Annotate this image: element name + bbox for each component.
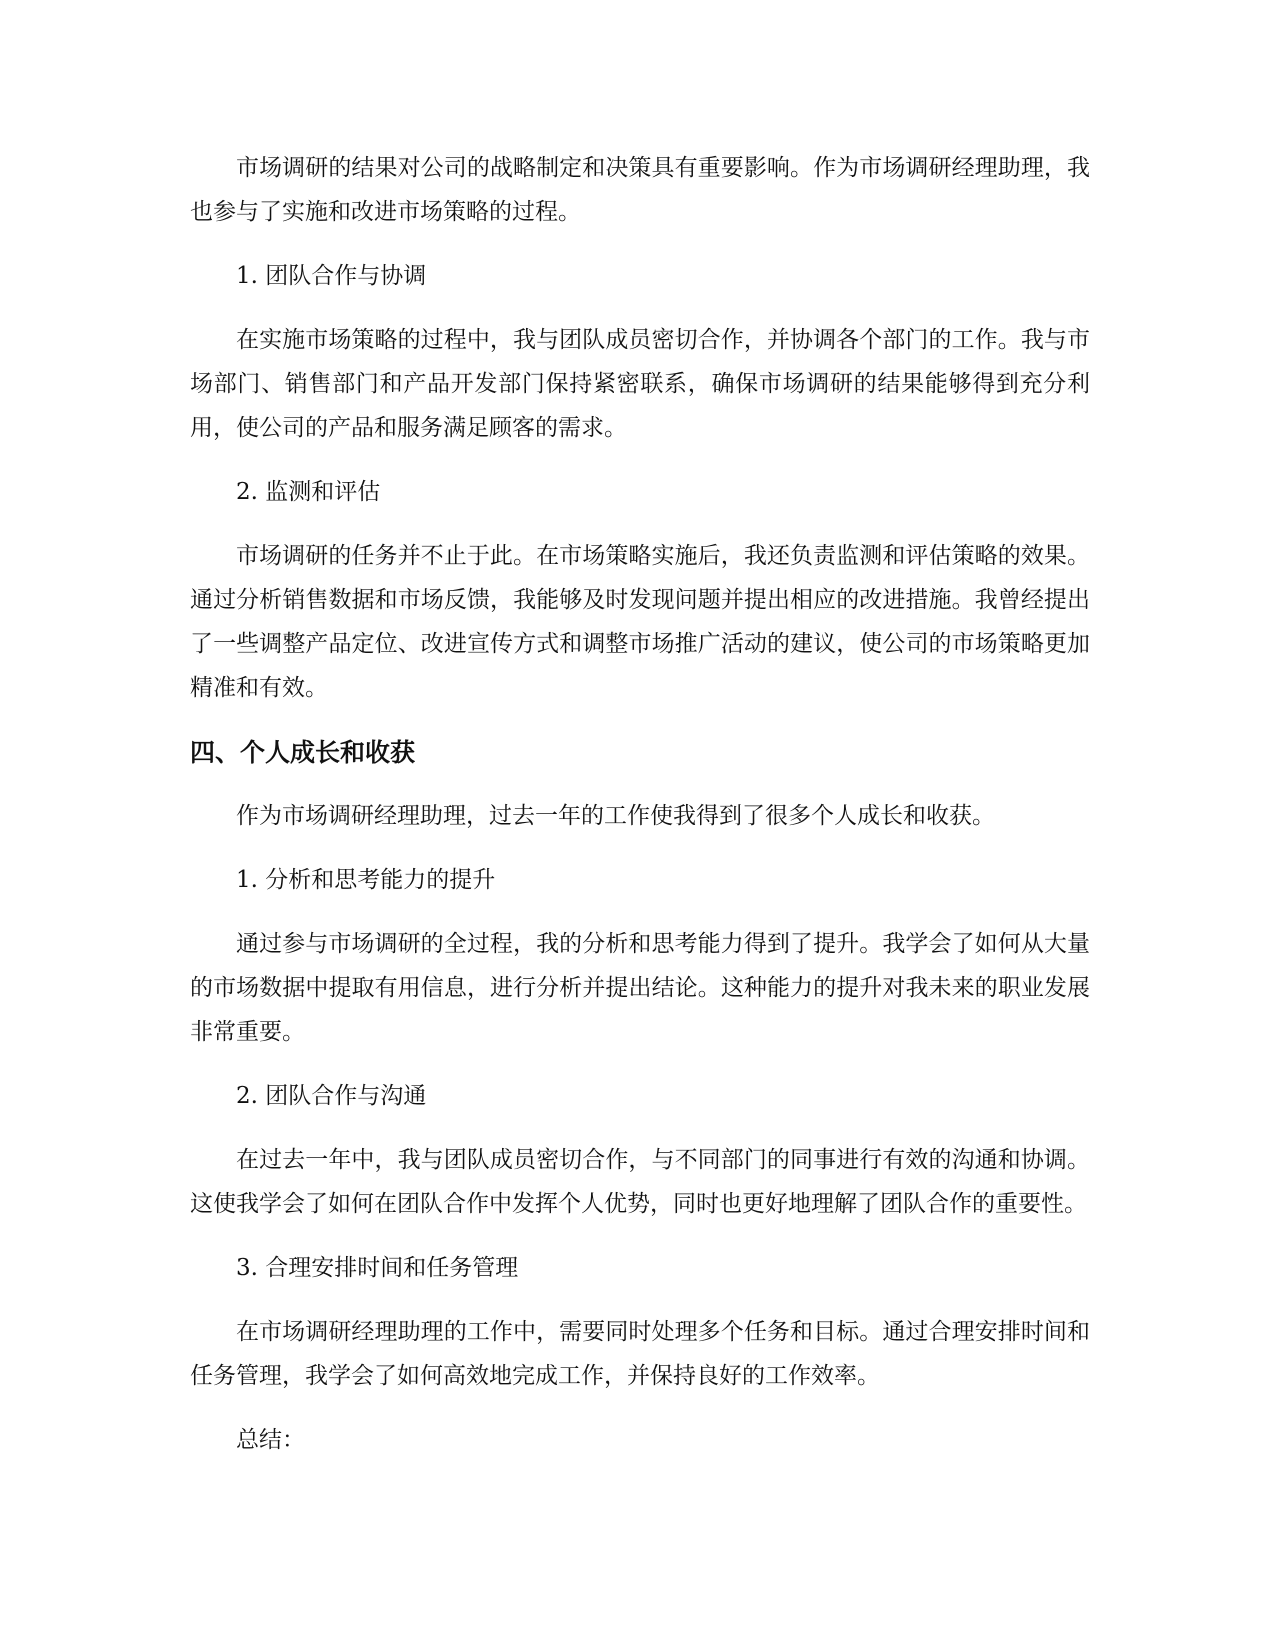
subheading-team-communication: 2. 团队合作与沟通	[236, 1083, 427, 1109]
document-body	[190, 146, 1090, 1462]
summary-label: 总结：	[236, 1427, 305, 1453]
paragraph-monitoring-evaluation: 市场调研的任务并不止于此。在市场策略实施后，我还负责监测和评估策略的效果。通过分析销售数据和市场反馈，我能够及时发现问题并提出相应的改进措施。我曾经提出了一些调整产品定位、改进宣传方式和调整市场推广活动的建议，使公司的市场策略更加精准和有效。	[190, 543, 1090, 701]
paragraph-growth-intro: 作为市场调研经理助理，过去一年的工作使我得到了很多个人成长和收获。	[236, 803, 995, 829]
subheading-monitoring-evaluation: 2. 监测和评估	[236, 479, 381, 505]
subheading-analysis-ability: 1. 分析和思考能力的提升	[236, 867, 496, 893]
paragraph-strategy-intro: 市场调研的结果对公司的战略制定和决策具有重要影响。作为市场调研经理助理，我也参与了实施和改进市场策略的过程。	[190, 155, 1090, 225]
paragraph-analysis-ability: 通过参与市场调研的全过程，我的分析和思考能力得到了提升。我学会了如何从大量的市场数据中提取有用信息，进行分析并提出结论。这种能力的提升对我未来的职业发展非常重要。	[190, 931, 1090, 1045]
paragraph-time-management: 在市场调研经理助理的工作中，需要同时处理多个任务和目标。通过合理安排时间和任务管理，我学会了如何高效地完成工作，并保持良好的工作效率。	[190, 1319, 1090, 1389]
paragraph-team-coordination: 在实施市场策略的过程中，我与团队成员密切合作，并协调各个部门的工作。我与市场部门、销售部门和产品开发部门保持紧密联系，确保市场调研的结果能够得到充分利用，使公司的产品和服务满足顾客的需求。	[190, 327, 1090, 441]
subheading-team-coordination: 1. 团队合作与协调	[236, 263, 427, 289]
paragraph-team-communication: 在过去一年中，我与团队成员密切合作，与不同部门的同事进行有效的沟通和协调。这使我学会了如何在团队合作中发挥个人优势，同时也更好地理解了团队合作的重要性。	[190, 1147, 1090, 1217]
subheading-time-management: 3. 合理安排时间和任务管理	[236, 1255, 519, 1281]
section-heading-personal-growth: 四、个人成长和收获	[190, 738, 416, 767]
